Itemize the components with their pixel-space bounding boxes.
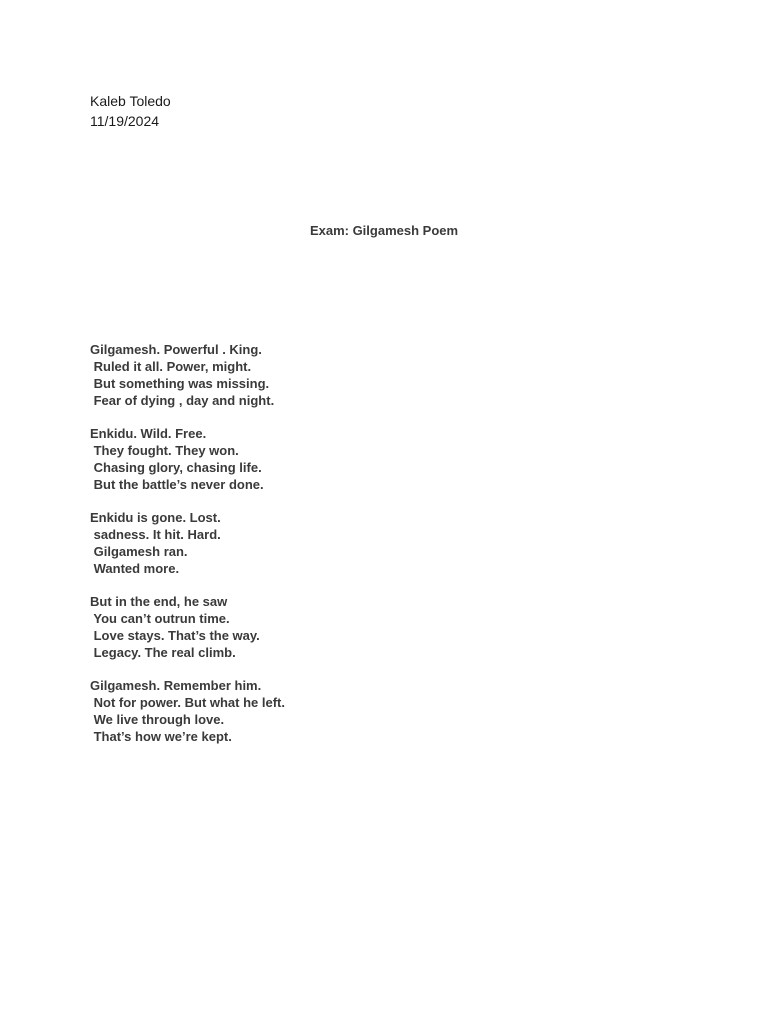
poem-line: They fought. They won. <box>90 443 239 458</box>
poem-stanza <box>90 677 285 745</box>
poem-line: Legacy. The real climb. <box>90 645 236 660</box>
document-header <box>90 91 171 131</box>
poem-stanza <box>90 509 285 577</box>
poem-line: Ruled it all. Power, might. <box>90 359 252 374</box>
poem-line: Fear of dying , day and night. <box>90 393 275 408</box>
poem-body <box>90 341 285 761</box>
poem-stanza <box>90 593 285 661</box>
document-title: Exam: Gilgamesh Poem <box>309 223 459 238</box>
poem-line: sadness. It hit. Hard. <box>90 527 221 542</box>
poem-line: Love stays. That’s the way. <box>90 628 260 643</box>
poem-line: You can’t outrun time. <box>90 611 230 626</box>
poem-line: Chasing glory, chasing life. <box>90 460 262 475</box>
poem-line: Enkidu. Wild. Free. <box>90 426 207 441</box>
poem-line: We live through love. <box>90 712 225 727</box>
poem-line: Gilgamesh. Powerful . King. <box>90 342 262 357</box>
poem-stanza <box>90 425 285 493</box>
poem-line: But something was missing. <box>90 376 270 391</box>
poem-line: Enkidu is gone. Lost. <box>90 510 221 525</box>
poem-line: That’s how we’re kept. <box>90 729 232 744</box>
poem-stanza <box>90 341 285 409</box>
author-name: Kaleb Toledo <box>90 93 171 109</box>
poem-line: But the battle’s never done. <box>90 477 264 492</box>
poem-line: Gilgamesh. Remember him. <box>90 678 262 693</box>
document-date: 11/19/2024 <box>90 113 160 129</box>
poem-line: Wanted more. <box>90 561 180 576</box>
poem-line: Gilgamesh ran. <box>90 544 188 559</box>
poem-line: But in the end, he saw <box>90 594 228 609</box>
document-title-container <box>0 223 768 238</box>
poem-line: Not for power. But what he left. <box>90 695 285 710</box>
